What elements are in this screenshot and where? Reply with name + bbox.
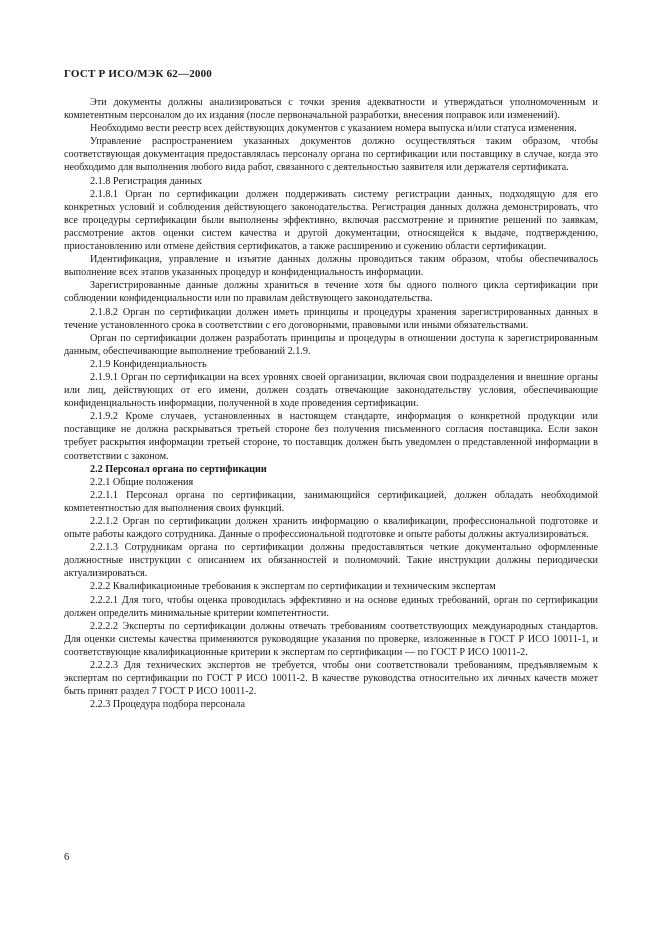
paragraph: 2.1.8.1 Орган по сертификации должен поддерживать систему регистрации данных, подходящую для его конкретных условий и соблюдения действующего законодательства. Регистрация данных должна демонстрировать, что все процедуры сертификации были выполнены эффективно, включая рассмотрение и принятие решений по заявкам, рассмотрение актов оценки систем качества и другой документации, относящейся к выдаче, подтверждению, приостановлению или отмене действия сертификатов, а также расширению и сужению области сертификации. (64, 188, 598, 253)
paragraph: Зарегистрированные данные должны храниться в течение хотя бы одного полного цикла сертификации при соблюдении конфиденциальности или по правилам действующего законодательства. (64, 280, 598, 305)
section-heading: 2.1.8 Регистрация данных (90, 175, 203, 187)
paragraph: 2.2.1.2 Орган по сертификации должен хранить информацию о квалификации, профессиональной подготовке и опыте работы каждого сотрудника. Данные о профессиональной подготовке и опыте работы должны актуализироваться. (64, 516, 598, 541)
document-body (64, 96, 598, 711)
paragraph: Эти документы должны анализироваться с точки зрения адекватности и утверждаться уполномоченным и компетентным персоналом до их издания (после первоначальной разработки, внесения поправок или изменений). (64, 97, 598, 122)
section-title: 2.2 Персонал органа по сертификации (90, 463, 267, 475)
paragraph: Необходимо вести реестр всех действующих документов с указанием номера выпуска и/или статуса изменения. (90, 123, 577, 135)
paragraph: 2.2.2.3 Для технических экспертов не требуется, чтобы они соответствовали требованиям, предъявляемым к экспертам по сертификации по ГОСТ Р ИСО 10011-2. В качестве руководства относительно их личных качеств может быть принят раздел 7 ГОСТ Р ИСО 10011-2. (64, 660, 598, 698)
document-header: ГОСТ Р ИСО/МЭК 62—2000 (64, 68, 212, 80)
paragraph: Управление распространением указанных документов должно осуществляться таким образом, чтобы соответствующая документация предоставлялась персоналу органа по сертификации или поставщику в случае, когда это необходимо для выполнения любого вида работ, связанного с деятельностью заявителя или держателя сертификата. (64, 136, 598, 174)
section-heading: 2.2.1 Общие положения (90, 476, 194, 488)
paragraph: 2.2.1.3 Сотрудникам органа по сертификации должны предоставляться четкие документально оформленные должностные инструкции с описанием их обязанностей и полномочий. Такие инструкции должны периодически актуализироваться. (64, 542, 598, 580)
section-heading: 2.1.9 Конфиденциальность (90, 358, 207, 370)
paragraph: 2.2.1.1 Персонал органа по сертификации, занимающийся сертификацией, должен обладать необходимой компетентностью для выполнения своих функций. (64, 489, 598, 514)
paragraph: Орган по сертификации должен разработать принципы и процедуры в отношении доступа к зарегистрированным данным, обеспечивающие выполнение требований 2.1.9. (64, 332, 598, 357)
page-number: 6 (64, 852, 70, 863)
paragraph: 2.2.2.1 Для того, чтобы оценка проводилась эффективно и на основе единых требований, орган по сертификации должен определить минимальные критерии компетентности. (64, 594, 598, 619)
paragraph: 2.1.8.2 Орган по сертификации должен иметь принципы и процедуры хранения зарегистрированных данных в течение установленного срока в соответствии с его договорными, правовыми или иными обязательствами. (64, 306, 598, 331)
section-heading: 2.2.2 Квалификационные требования к экспертам по сертификации и техническим экспертам (90, 581, 496, 593)
paragraph: 2.1.9.1 Орган по сертификации на всех уровнях своей организации, включая свои подразделения и внешние органы или лиц, действующих от его имени, должен создать отвечающие законодательству условия, обеспечивающие конфиденциальность информации, полученной в ходе проведения сертификации. (64, 371, 598, 410)
paragraph: 2.2.2.2 Эксперты по сертификации должны отвечать требованиям соответствующих международных стандартов. Для оценки системы качества применяются руководящие указания по проверке, изложенные в ГОСТ Р ИСО 10011-1, и соответствующие квалификационные критерии к экспертам по сертификации — по ГОСТ Р ИСО 10011-2. (64, 620, 598, 658)
paragraph: Идентификация, управление и изъятие данных должны проводиться таким образом, чтобы обеспечивалось выполнение всех этапов указанных процедур и конфиденциальность информации. (64, 254, 598, 279)
section-heading: 2.2.3 Процедура подбора персонала (90, 699, 245, 711)
paragraph: 2.1.9.2 Кроме случаев, установленных в настоящем стандарте, информация о конкретной продукции или поставщике не должна раскрываться третьей стороне без получения письменного согласия поставщика. Если закон требует раскрытия информации третьей стороне, то поставщик должен быть уведомлен о представленной информации в соответствии с законом. (64, 411, 598, 462)
